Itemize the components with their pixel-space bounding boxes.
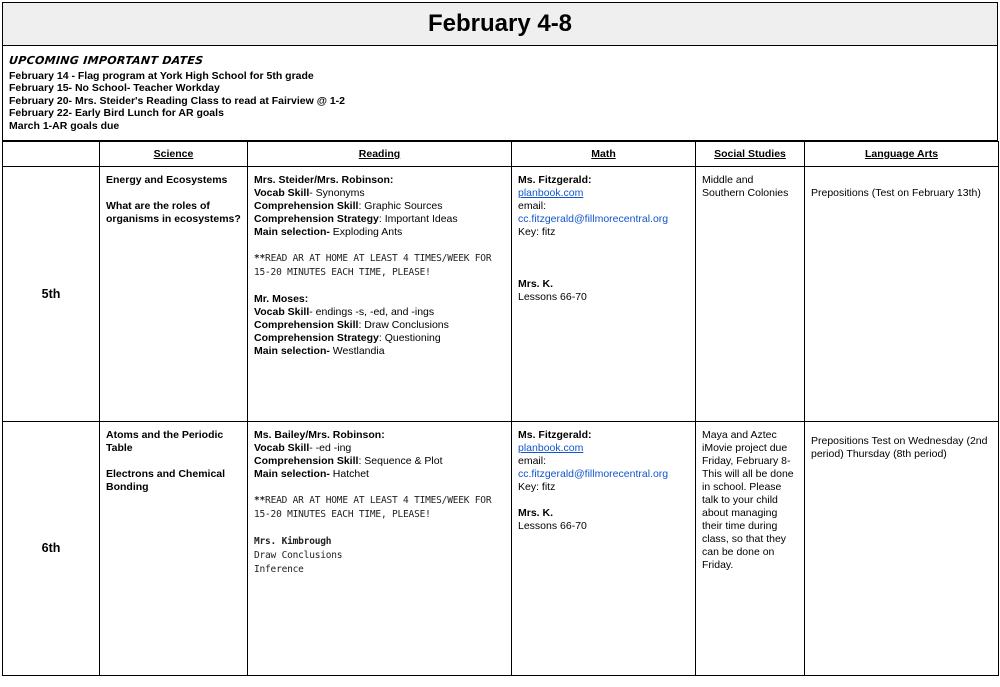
date-item: February 22- Early Bird Lunch for AR goals [9,107,224,120]
reading-cell [248,167,512,422]
math-lessons: Lessons 66-70 [518,520,587,532]
main-selection-line: Main selection- Hatchet [254,468,369,480]
math-teacher: Ms. Fitzgerald: [518,429,592,441]
reading-skill: Inference [254,564,304,575]
grade-label: 5th [3,167,100,422]
header-science [100,142,248,167]
table-row [3,422,999,676]
email-address[interactable]: cc.fitzgerald@fillmorecentral.org [518,468,669,480]
language-arts-cell [805,167,999,422]
grade-label: 6th [3,422,100,676]
upcoming-dates-heading: UPCOMING IMPORTANT DATES [8,54,205,67]
header-science-label: Science [153,148,194,160]
social-studies-cell: Middle and Southern Colonies [696,167,805,422]
header-blank [3,142,100,167]
email-address[interactable]: cc.fitzgerald@fillmorecentral.org [518,213,669,225]
header-math-label: Math [591,148,616,160]
science-topic: Atoms and the Periodic Table [106,429,224,454]
planbook-key: Key: fitz [518,226,556,238]
header-reading [248,142,512,167]
header-math [512,142,696,167]
comprehension-skill-line: Comprehension Skill: Graphic Sources [254,200,443,212]
math-teacher: Mrs. K. [518,507,554,519]
vocab-skill-line: Vocab Skill- Synonyms [254,187,365,199]
science-topic: Energy and Ecosystems [106,174,228,186]
planbook-link[interactable]: planbook.com [518,187,584,199]
ar-reading-note: **READ AR AT HOME AT LEAST 4 TIMES/WEEK FOR 15-20 MINUTES EACH TIME, PLEASE! [254,253,492,278]
language-arts-text: Prepositions Test on Wednesday (2nd period) Thursday (8th period) [811,435,988,460]
schedule-table [2,141,999,676]
main-selection-line: Main selection- Westlandia [254,345,385,357]
email-label: email: [518,455,547,467]
comprehension-skill-line: Comprehension Skill: Sequence & Plot [254,455,443,467]
social-studies-cell: Maya and Aztec iMovie project due Friday, February 8-This will all be done in school. Please talk to your child about managing their time during class, so that they can be done on Friday. [696,422,805,676]
header-social-studies [696,142,805,167]
math-cell [512,167,696,422]
reading-teachers: Mr. Moses: [254,293,309,305]
comprehension-strategy-line: Comprehension Strategy: Important Ideas [254,213,458,225]
date-item: February 20- Mrs. Steider's Reading Class to read at Fairview @ 1-2 [9,94,346,107]
comprehension-strategy-line: Comprehension Strategy: Questioning [254,332,441,344]
vocab-skill-line: Vocab Skill- -ed -ing [254,442,352,454]
header-language-label: Language Arts [864,148,939,160]
reading-teachers: Mrs. Kimbrough [254,536,332,547]
reading-skill: Draw Conclusions [254,550,343,561]
science-question: What are the roles of organisms in ecosystems? [106,200,241,225]
reading-teachers: Mrs. Steider/Mrs. Robinson: [254,174,394,186]
page-title: February 4-8 [2,2,998,46]
planbook-key: Key: fitz [518,481,556,493]
date-item: February 14 - Flag program at York High School for 5th grade [9,70,314,82]
date-item: March 1-AR goals due [9,119,120,132]
upcoming-dates-box [2,46,998,141]
science-cell [100,422,248,676]
reading-teachers: Ms. Bailey/Mrs. Robinson: [254,429,385,441]
science-cell [100,167,248,422]
email-label: email: [518,200,547,212]
weekly-newsletter [2,2,998,683]
ar-reading-note: **READ AR AT HOME AT LEAST 4 TIMES/WEEK FOR 15-20 MINUTES EACH TIME, PLEASE! [254,495,492,520]
planbook-link[interactable]: planbook.com [518,442,584,454]
date-item: February 15- No School- Teacher Workday [9,82,220,95]
math-cell [512,422,696,676]
main-selection-line: Main selection- Exploding Ants [254,226,403,238]
math-lessons: Lessons 66-70 [518,291,587,303]
science-topic: Electrons and Chemical Bonding [106,468,226,493]
header-language-arts [805,142,999,167]
comprehension-skill-line: Comprehension Skill: Draw Conclusions [254,319,449,331]
header-reading-label: Reading [358,148,401,160]
math-teacher: Mrs. K. [518,278,554,290]
table-header-row [3,142,999,167]
language-arts-cell [805,422,999,676]
table-row [3,167,999,422]
header-social-label: Social Studies [714,148,786,160]
math-teacher: Ms. Fitzgerald: [518,174,592,186]
language-arts-text: Prepositions (Test on February 13th) [811,187,981,199]
reading-cell [248,422,512,676]
vocab-skill-line: Vocab Skill- endings -s, -ed, and -ings [254,306,435,318]
